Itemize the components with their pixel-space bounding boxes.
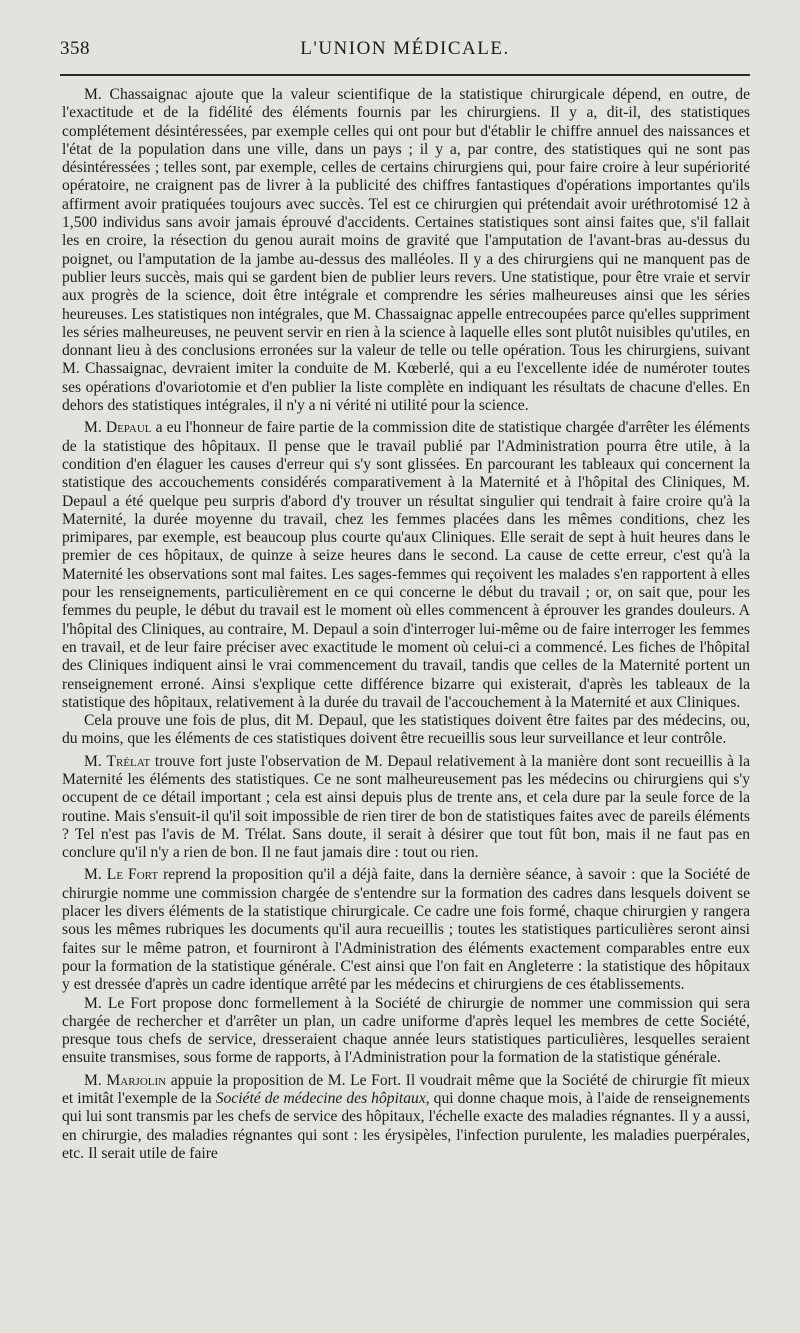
- paragraph-depaul-conclusion: [62, 712, 750, 749]
- header-rule: [60, 74, 750, 76]
- paragraph-depaul: M. Depaul a eu l'honneur de faire partie de la commission dite de statistique chargée d'arrêter les éléments de la statistique des hôpitaux. Il pense que le travail publié par l'Administration pourra être utile, à la condition d'en élaguer les causes d'erreur qui s'y sont glissées. En parcourant les tableaux qui concernent la statistique des accouchements considérés comparativement à la Maternité et à l'hôpital des Cliniques, M. Depaul a été quelque peu surpris d'abord d'y trouver un résultat singulier qui tendrait à faire croire qu'à la Maternité, la durée moyenne du travail, chez les femmes placées dans les mêmes conditions, chez les primipares, par exemple, est beaucoup plus courte qu'aux Cliniques. Elle serait de sept à huit heures dans le premier de ces hôpitaux, de quinze à seize heures dans le second. La cause de cette erreur, c'est qu'à la Maternité les observations sont mal faites. Les sages-femmes qui reçoivent les malades s'en rapportent à elles pour les renseignements, particulièrement en ce qui concerne le début du travail ; or, on sait que, pour les femmes du peuple, le début du travail est le moment où elles commencent à éprouver les grandes douleurs. A l'hôpital des Cliniques, au contraire, M. Depaul a soin d'interroger lui-même ou de faire interroger les femmes en travail, et de leur faire préciser avec exactitude le moment où celui-ci a commencé. Les fiches de l'hôpital des Cliniques indiquent ainsi le vrai commencement du travail, tandis que celles de la Maternité portent un renseignement erroné. Ainsi s'explique cette différence bizarre qui existerait, d'après les tableaux de la statistique des hôpitaux, relativement à la durée du travail de l'accouchement à la Maternité et aux Cliniques.: [62, 419, 750, 711]
- paragraph-text: , qui donne chaque mois, à l'aide de renseignements qui lui sont transmis par les chefs de service des hôpitaux, l'échelle exacte des maladies régnantes. Il y a aussi, en chirurgie, des maladies régnantes qui sont : les érysipèles, l'infection purulente, les maladies puerpérales, etc. Il serait utile de faire: [62, 1090, 750, 1162]
- page-number: 358: [60, 38, 90, 59]
- paragraph-trelat: M. Trélat trouve fort juste l'observation de M. Depaul relativement à la manière dont sont recueillis à la Maternité les éléments des statistiques. Ce ne sont malheureusement pas les médecins ou chirurgiens qui s'y occupent de ce détail important ; cela est ainsi depuis plus de trente ans, et cela dure par la seule force de la routine. Mais s'ensuit-il qu'il soit impossible de rien tirer de bon de statistiques faites avec de pareils éléments ? Tel n'est pas l'avis de M. Trélat. Sans doute, il serait à désirer que tout fût bon, mais il ne faut pas en conclure qu'il n'y a rien de bon. Il ne faut jamais dire : tout ou rien.: [62, 752, 750, 862]
- page-header: [60, 38, 750, 68]
- paragraph-marjolin: M. Marjolin appuie la proposition de M. Le Fort. Il voudrait même que la Société de chirurgie fît mieux et imitât l'exemple de la Société de médecine des hôpitaux, qui donne chaque mois, à l'aide de renseignements qui lui sont transmis par les chefs de service des hôpitaux, l'échelle exacte des maladies régnantes. Il y a aussi, en chirurgie, des maladies régnantes qui sont : les érysipèles, l'infection purulente, les maladies puerpérales, etc. Il serait utile de faire: [62, 1071, 750, 1162]
- speaker-name: Marjolin: [106, 1071, 167, 1089]
- paragraph-text: appuie la proposition de M. Le Fort. Il voudrait même que la Société de chirurgie fît mieux et imitât l'exemple de la: [62, 1071, 750, 1108]
- speaker-name: Depaul: [105, 419, 152, 437]
- paragraph-text: a eu l'honneur de faire partie de la commission dite de statistique chargée d'arrêter les éléments de la statistique des hôpitaux. Il pense que le travail publié par l'Administration pourra être utile, à la condition d'en élaguer les causes d'erreur qui s'y sont glissées. En parcourant les tableaux qui concernent la statistique des accouchements considérés comparativement à la Maternité et à l'hôpital des Cliniques, M. Depaul a été quelque peu surpris d'abord d'y trouver un résultat singulier qui tendrait à faire croire qu'à la Maternité, la durée moyenne du travail, chez les femmes placées dans les mêmes conditions, chez les primipares, par exemple, est beaucoup plus courte qu'aux Cliniques. Elle serait de sept à huit heures dans le premier de ces hôpitaux, de quinze à seize heures dans le second. La cause de cette erreur, c'est qu'à la Maternité les observations sont mal faites. Les sages-femmes qui reçoivent les malades s'en rapportent à elles pour les renseignements, particulièrement en ce qui concerne le début du travail ; or, on sait que, pour les femmes du peuple, le début du travail est le moment où elles commencent à éprouver les grandes douleurs. A l'hôpital des Cliniques, au contraire, M. Depaul a soin d'interroger lui-même ou de faire interroger les femmes en travail, et de leur faire préciser avec exactitude le moment où celui-ci a commencé. Les fiches de l'hôpital des Cliniques indiquent ainsi le vrai commencement du travail, tandis que celles de la Maternité portent un renseignement erroné. Ainsi s'explique cette différence bizarre qui existerait, d'après les tableaux de la statistique des hôpitaux, relativement à la durée du travail de l'accouchement à la Maternité et aux Cliniques.: [62, 419, 750, 711]
- article-body: [62, 86, 750, 1163]
- paragraph-text: M. Chassaignac ajoute que la valeur scientifique de la statistique chirurgicale dépend, en outre, de l'exactitude et de la fidélité des éléments fournis par les chirurgiens. Il y a, dit-il, des statistiques complétement désintéressées, par exemple celles qui ont pour but d'établir le chiffre annuel des naissances et l'état de la population dans une ville, dans un pays ; il y a, par contre, des statistiques qui ne sont pas désintéressées ; telles sont, par exemple, celles de certains chirurgiens qui, pour faire croire à leur supériorité opératoire, ne craignent pas de livrer à la publicité des chiffres fantastiques d'opérations importantes qu'ils affirment avoir pratiquées toujours avec succès. Tel est ce chirurgien qui prétendait avoir uréthrotomisé 12 à 1,500 individus sans avoir jamais éprouvé d'accidents. Certaines statistiques sont ainsi faites que, s'il fallait les en croire, la résection du genou aurait moins de gravité que l'amputation de l'avant-bras au-dessus du poignet, ou l'amputation de la jambe au-dessus des malléoles. Il y a des chirurgiens qui ne manquent pas de publier leurs succès, mais qui se gardent bien de publier leurs revers. Une statistique, pour être vraie et servir aux progrès de la science, doit être intégrale et comprendre les séries malheureuses ainsi que les séries heureuses. Les statistiques non intégrales, que M. Chassaignac appelle entrecoupées parce qu'elles suppriment les séries malheureuses, ne peuvent servir en rien à la science à laquelle elles sont plutôt nuisibles qu'utiles, en donnant lieu à des conclusions erronées sur la valeur de telle ou telle opération. Tous les chirurgiens, suivant M. Chassaignac, devraient imiter la conduite de M. Kœberlé, qui a eu l'excellente idée de numéroter toutes ses opérations d'ovariotomie et d'en publier la liste complète en indiquant les résultats de chacune d'elles. En dehors des statistiques intégrales, il n'y a ni vérité ni utilité pour la science.: [62, 86, 750, 415]
- paragraph-text: reprend la proposition qu'il a déjà faite, dans la dernière séance, à savoir : que la Société de chirurgie nomme une commission chargée de s'entendre sur la formation des cadres dans lesquels doivent se placer les divers éléments de la statistique chirurgicale. Ce cadre une fois formé, chaque chirurgien y rangera sous les mêmes rubriques les documents qu'il aura recueillis ; toutes les statistiques particulières seront ainsi faites sur le même patron, et fourniront à l'Administration des éléments exactement comparables entre eux pour la formation de la statistique générale. C'est ainsi que l'on fait en Angleterre : la statistique des hôpitaux y est dressée d'après un cadre identique arrêté par les médecins et chirurgiens de ces établissements.: [62, 866, 750, 994]
- paragraph-text: M. Le Fort propose donc formellement à la Société de chirurgie de nommer une commission qui sera chargée de rechercher et d'arrêter un plan, un cadre uniforme d'après lequel les membres de cette Société, presque tous chefs de service, dresseraient chaque année leurs statistiques particulières, lesquelles seraient ensuite transmises, sous forme de rapports, à l'Administration pour la formation de la statistique générale.: [62, 994, 750, 1067]
- speaker-name: Le Fort: [106, 866, 159, 884]
- society-name: Société de médecine des hôpitaux: [215, 1090, 426, 1108]
- speaker-name: Trélat: [106, 752, 151, 770]
- journal-title: L'UNION MÉDICALE.: [300, 38, 510, 59]
- paragraph-text: trouve fort juste l'observation de M. Depaul relativement à la manière dont sont recueillis à la Maternité les éléments des statistiques. Ce ne sont malheureusement pas les médecins ou chirurgiens qui s'y occupent de ce détail important ; cela est ainsi depuis plus de trente ans, et cela dure par la seule force de la routine. Mais s'ensuit-il qu'il soit impossible de rien tirer de bon de statistiques faites avec de pareils éléments ? Tel n'est pas l'avis de M. Trélat. Sans doute, il serait à désirer que tout fût bon, mais il ne faut pas en conclure qu'il n'y a rien de bon. Il ne faut jamais dire : tout ou rien.: [62, 752, 750, 862]
- paragraph-le-fort-proposal: [62, 995, 750, 1068]
- paragraph-text: Cela prouve une fois de plus, dit M. Depaul, que les statistiques doivent être faites par des médecins, ou, du moins, que les éléments de ces statistiques doivent être recueillis sous leur surveillance et leur contrôle.: [62, 712, 750, 748]
- paragraph-le-fort: M. Le Fort reprend la proposition qu'il a déjà faite, dans la dernière séance, à savoir : que la Société de chirurgie nomme une commission chargée de s'entendre sur la formation des cadres dans lesquels doivent se placer les divers éléments de la statistique chirurgicale. Ce cadre une fois formé, chaque chirurgien y rangera sous les mêmes rubriques les documents qu'il aura recueillis ; toutes les statistiques particulières seront ainsi faites sur le même patron, et fourniront à l'Administration des éléments exactement comparables entre eux pour la formation de la statistique générale. C'est ainsi que l'on fait en Angleterre : la statistique des hôpitaux y est dressée d'après un cadre identique arrêté par les médecins et chirurgiens de ces établissements.: [62, 866, 750, 994]
- paragraph-chassaignac: [62, 86, 750, 415]
